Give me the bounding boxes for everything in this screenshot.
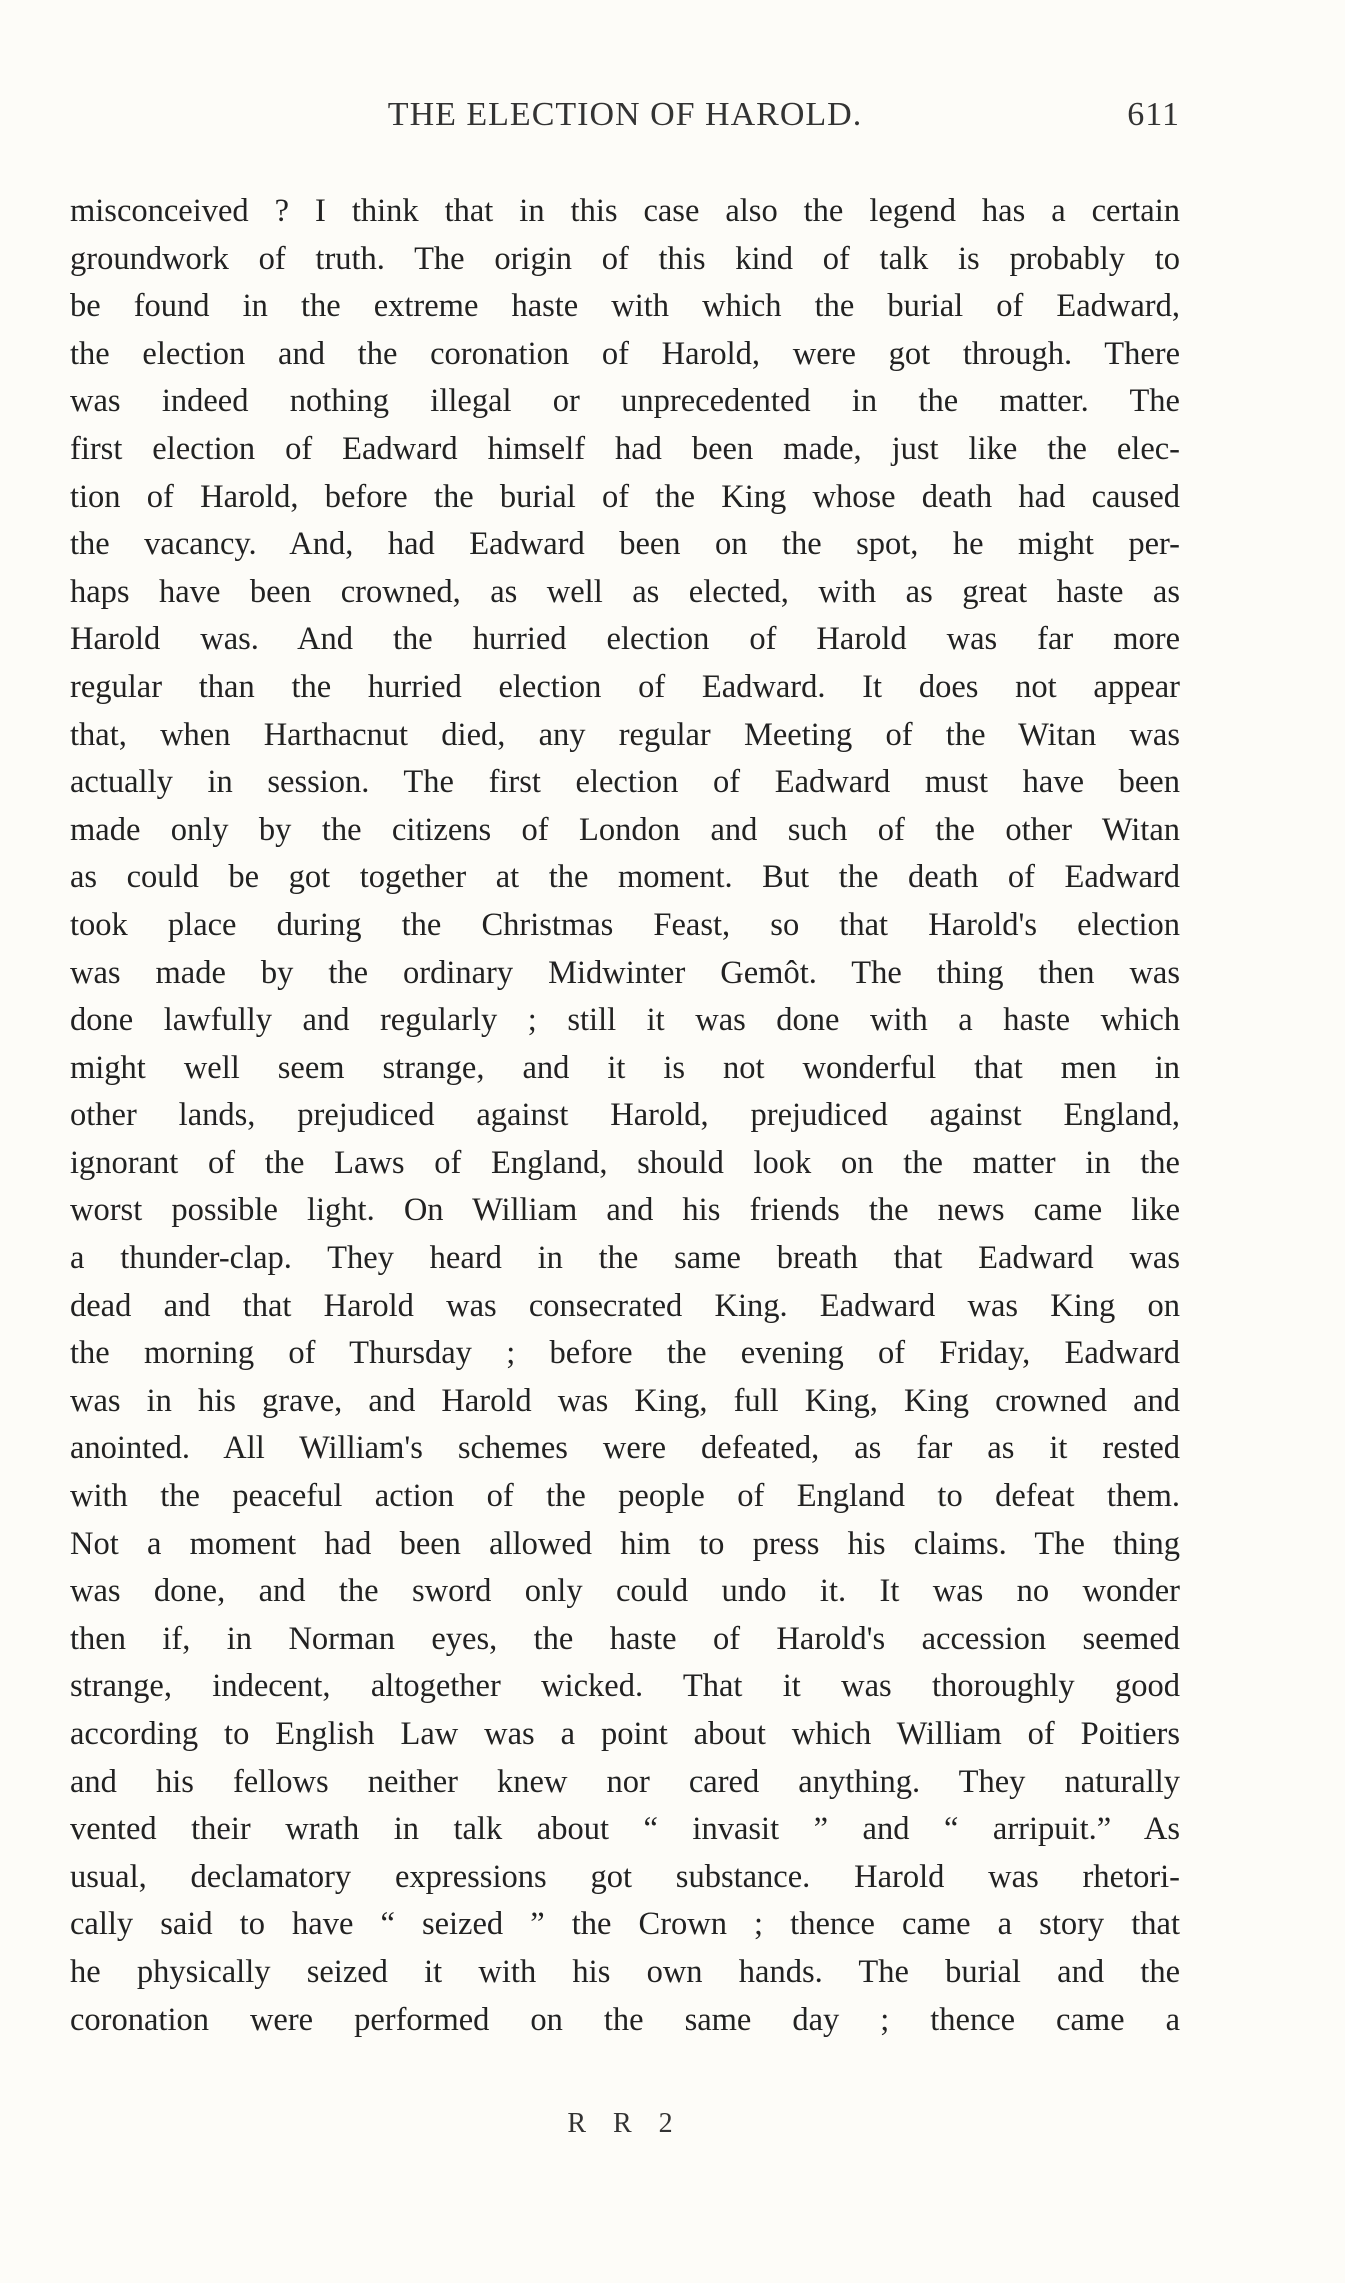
text-line: the election and the coronation of Harold, were got through. There: [70, 335, 1180, 372]
text-line: was made by the ordinary Midwinter Gemôt. The thing then was: [70, 954, 1180, 991]
text-line: cally said to have “ seized ” the Crown ; thence came a story that: [70, 1906, 1180, 1943]
page-number: 611: [1127, 96, 1180, 133]
text-line: Harold was. And the hurried election of Harold was far more: [70, 621, 1180, 658]
text-line: the vacancy. And, had Eadward been on the spot, he might per-: [70, 526, 1180, 563]
text-line: misconceived ? I think that in this case also the legend has a certain: [70, 193, 1180, 229]
text-line: ignorant of the Laws of England, should look on the matter in the: [70, 1144, 1180, 1181]
text-line: actually in session. The first election of Eadward must have been: [70, 764, 1180, 801]
text-line: regular than the hurried election of Eadward. It does not appear: [70, 668, 1180, 705]
text-line: worst possible light. On William and his friends the news came like: [70, 1192, 1180, 1229]
text-line: was done, and the sword only could undo it. It was no wonder: [70, 1573, 1180, 1610]
text-line: groundwork of truth. The origin of this kind of talk is probably to: [70, 240, 1180, 277]
text-line: might well seem strange, and it is not wonderful that men in: [70, 1049, 1180, 1086]
text-line: according to English Law was a point about which William of Poitiers: [70, 1716, 1180, 1752]
body-text: [70, 188, 1180, 2044]
text-line: the morning of Thursday ; before the evening of Friday, Eadward: [70, 1335, 1180, 1372]
text-line: strange, indecent, altogether wicked. That it was thoroughly good: [70, 1668, 1180, 1705]
text-line: Not a moment had been allowed him to press his claims. The thing: [70, 1525, 1180, 1562]
text-line: usual, declamatory expressions got substance. Harold was rhetori-: [70, 1858, 1180, 1895]
running-head: [70, 88, 1180, 148]
text-line: dead and that Harold was consecrated King. Eadward was King on: [70, 1287, 1180, 1324]
text-line: with the peaceful action of the people of England to defeat them.: [70, 1478, 1180, 1515]
text-line: coronation were performed on the same day ; thence came a: [70, 2001, 1180, 2038]
text-line: done lawfully and regularly ; still it was done with a haste which: [70, 1002, 1180, 1039]
text-line: and his fellows neither knew nor cared anything. They naturally: [70, 1763, 1180, 1800]
book-page: [70, 88, 1180, 2139]
text-line: tion of Harold, before the burial of the King whose death had caused: [70, 478, 1180, 515]
text-line: was indeed nothing illegal or unprecedented in the matter. The: [70, 383, 1180, 420]
text-line: he physically seized it with his own hands. The burial and the: [70, 1953, 1180, 1990]
text-line: be found in the extreme haste with which the burial of Eadward,: [70, 288, 1180, 325]
text-line: as could be got together at the moment. But the death of Eadward: [70, 859, 1180, 896]
text-line: first election of Eadward himself had been made, just like the elec-: [70, 430, 1180, 467]
text-line: anointed. All William's schemes were defeated, as far as it rested: [70, 1430, 1180, 1467]
text-line: then if, in Norman eyes, the haste of Harold's accession seemed: [70, 1620, 1180, 1657]
text-line: vented their wrath in talk about “ invasit ” and “ arripuit.” As: [70, 1811, 1180, 1848]
text-line: haps have been crowned, as well as elected, with as great haste as: [70, 573, 1180, 610]
text-line: was in his grave, and Harold was King, full King, King crowned and: [70, 1382, 1180, 1419]
text-line: made only by the citizens of London and such of the other Witan: [70, 811, 1180, 848]
chapter-title: THE ELECTION OF HAROLD.: [387, 96, 863, 133]
text-line: other lands, prejudiced against Harold, prejudiced against England,: [70, 1097, 1180, 1134]
signature-mark: R R 2: [567, 2108, 683, 2139]
text-line: took place during the Christmas Feast, so that Harold's election: [70, 906, 1180, 943]
text-line: that, when Harthacnut died, any regular Meeting of the Witan was: [70, 716, 1180, 753]
text-line: a thunder-clap. They heard in the same breath that Eadward was: [70, 1240, 1180, 1277]
